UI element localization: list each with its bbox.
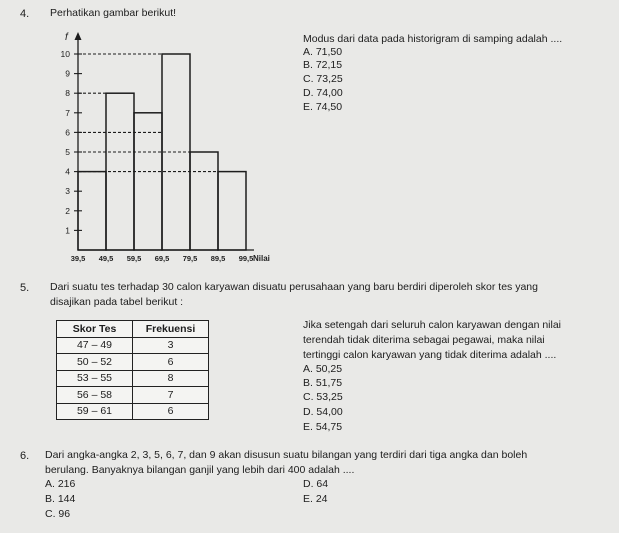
q4-option-e[interactable]: E. 74,50 <box>303 101 343 113</box>
y-axis-arrow <box>75 32 82 40</box>
q4-prompt: Perhatikan gambar berikut! <box>50 7 177 19</box>
y-tick-label: 1 <box>65 225 70 236</box>
q6-option-b[interactable]: B. 144 <box>45 493 76 505</box>
q4-option-a[interactable]: A. 71,50 <box>303 46 343 58</box>
table-cell-skor: 59 – 61 <box>57 403 133 420</box>
x-tick-label: 49,5 <box>98 254 114 263</box>
x-tick-label: 59,5 <box>126 254 142 263</box>
histogram-bar <box>134 113 162 250</box>
table-header-row <box>57 321 209 338</box>
histogram-bar <box>78 172 106 250</box>
table-row <box>57 337 209 354</box>
q5-question-line1: Jika setengah dari seluruh calon karyawan dengan nilai <box>303 319 561 331</box>
q4-question: Modus dari data pada historigram di samping adalah .... <box>303 33 563 45</box>
score-table <box>56 320 209 420</box>
table-cell-skor: 47 – 49 <box>57 337 133 354</box>
y-axis-label: f <box>65 32 68 43</box>
table-row <box>57 403 209 420</box>
q4-number: 4. <box>20 8 30 20</box>
q6-text-line1: Dari angka-angka 2, 3, 5, 6, 7, dan 9 akan disusun suatu bilangan yang terdiri dari tiga angka dan boleh <box>45 449 528 461</box>
q5-text-line2: disajikan pada tabel berikut : <box>50 296 184 308</box>
x-axis-label: Nilai <box>253 254 270 263</box>
y-tick-label: 10 <box>60 49 70 59</box>
y-tick-label: 3 <box>65 186 70 197</box>
q6-option-c[interactable]: C. 96 <box>45 508 71 520</box>
table-cell-frekuensi: 8 <box>133 370 209 387</box>
histogram-bar <box>218 172 246 250</box>
q5-text-line1: Dari suatu tes terhadap 30 calon karyawan disuatu perusahaan yang baru berdiri diperoleh skor tes yang <box>50 281 538 293</box>
q5-option-a[interactable]: A. 50,25 <box>303 363 343 375</box>
q5-option-c[interactable]: C. 53,25 <box>303 391 343 403</box>
q5-question-line3: tertinggi calon karyawan yang tidak diterima adalah .... <box>303 349 557 361</box>
histogram-chart <box>50 28 305 268</box>
y-tick-label: 2 <box>65 205 70 216</box>
y-tick-label: 6 <box>65 127 70 138</box>
q4-option-d[interactable]: D. 74,00 <box>303 87 343 99</box>
q5-question-line2: terendah tidak diterima sebagai pegawai, maka nilai <box>303 334 545 346</box>
q4-option-c[interactable]: C. 73,25 <box>303 73 343 85</box>
histogram-bar <box>190 152 218 250</box>
table-row <box>57 370 209 387</box>
q6-option-d[interactable]: D. 64 <box>303 478 329 490</box>
q6-text-line2: berulang. Banyaknya bilangan ganjil yang lebih dari 400 adalah .... <box>45 464 355 476</box>
q5-option-b[interactable]: B. 51,75 <box>303 377 343 389</box>
q4-option-b[interactable]: B. 72,15 <box>303 59 343 71</box>
table-cell-frekuensi: 6 <box>133 403 209 420</box>
table-cell-skor: 56 – 58 <box>57 387 133 404</box>
table-header-frekuensi: Frekuensi <box>133 321 209 338</box>
table-row <box>57 354 209 371</box>
table-cell-frekuensi: 7 <box>133 387 209 404</box>
x-tick-label: 39,5 <box>70 254 86 263</box>
table-row <box>57 387 209 404</box>
y-tick-label: 9 <box>65 68 70 79</box>
q5-option-e[interactable]: E. 54,75 <box>303 421 343 433</box>
table-header-skor: Skor Tes <box>57 321 133 338</box>
y-tick-label: 7 <box>65 107 70 118</box>
q6-option-e[interactable]: E. 24 <box>303 493 328 505</box>
x-tick-label: 89,5 <box>210 254 226 263</box>
y-tick-label: 5 <box>65 147 70 157</box>
y-tick-label: 8 <box>65 88 70 99</box>
table-cell-skor: 53 – 55 <box>57 370 133 387</box>
q5-number: 5. <box>20 282 30 294</box>
table-cell-skor: 50 – 52 <box>57 354 133 371</box>
y-tick-label: 4 <box>65 166 70 177</box>
x-tick-label: 99,5 <box>238 254 254 263</box>
q5-option-d[interactable]: D. 54,00 <box>303 406 343 418</box>
table-cell-frekuensi: 6 <box>133 354 209 371</box>
x-tick-label: 69,5 <box>154 254 170 263</box>
table-cell-frekuensi: 3 <box>133 337 209 354</box>
q6-number: 6. <box>20 450 30 462</box>
q6-option-a[interactable]: A. 216 <box>45 478 76 490</box>
x-tick-label: 79,5 <box>182 254 198 263</box>
